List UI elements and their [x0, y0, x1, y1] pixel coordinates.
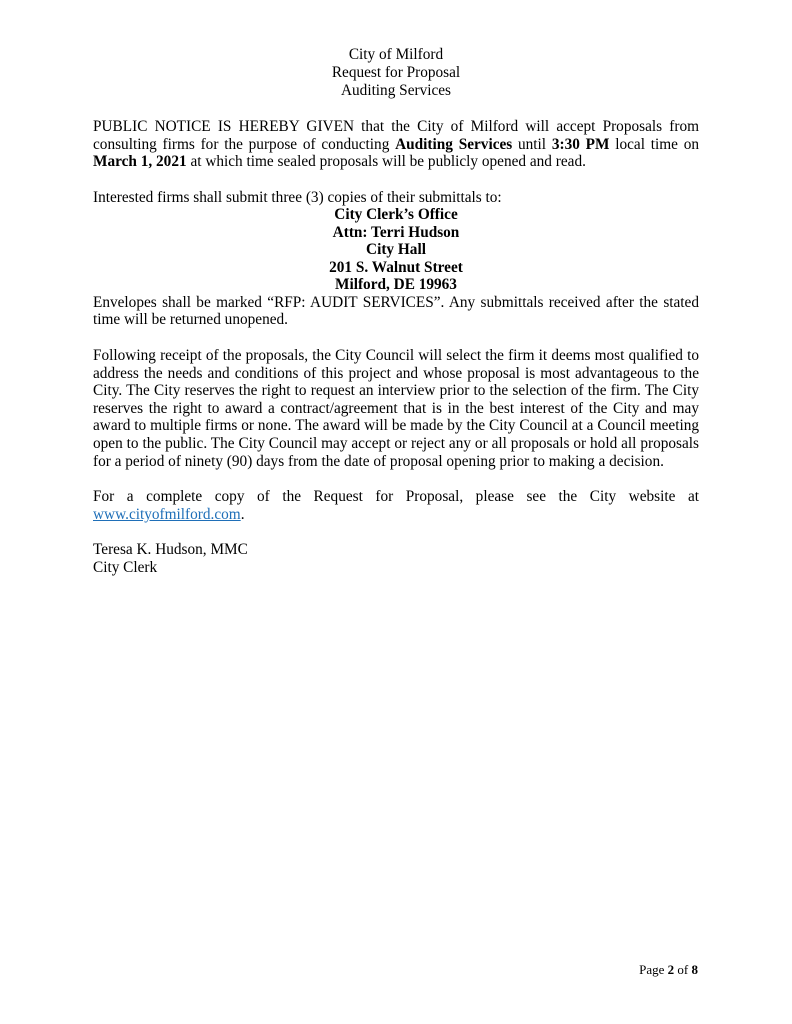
website-link[interactable]: www.cityofmilford.com: [93, 505, 241, 523]
address-line: Milford, DE 19963: [335, 276, 457, 294]
address-line: City Clerk’s Office: [334, 206, 458, 224]
address-line: City Hall: [366, 241, 426, 259]
submission-intro: Interested firms shall submit three (3) copies of their submittals to:: [93, 188, 502, 206]
mailing-address: [93, 206, 699, 294]
address-line: Attn: Terri Hudson: [332, 223, 460, 241]
header-rfp: Request for Proposal: [331, 64, 461, 81]
address-line: 201 S. Walnut Street: [329, 258, 463, 276]
signature-block: [93, 541, 699, 577]
header-city: City of Milford: [348, 46, 444, 63]
document-page: [93, 46, 699, 577]
selection-paragraph: Following receipt of the proposals, the City Council will select the firm it deems most qualified to address the needs and conditions of this project and whose proposal is most advantageous to the City. The City reserves the right to request an interview prior to the selection of the firm. The City reserves the right to award a contract/agreement that is in the best interest of the City and may award to multiple firms or none. The award will be made by the City Council at a Council meeting open to the public. The City Council may accept or reject any or all proposals or hold all proposals for a period of ninety (90) days from the date of proposal opening prior to making a decision.: [93, 347, 699, 470]
public-notice-paragraph: PUBLIC NOTICE IS HEREBY GIVEN that the City of Milford will accept Proposals from consulting firms for the purpose of conducting Auditing Services until 3:30 PM local time on March 1, 2021 at which time sealed proposals will be publicly opened and read.: [93, 118, 699, 171]
envelope-instructions: Envelopes shall be marked “RFP: AUDIT SERVICES”. Any submittals received after the stated time will be returned unopened.: [93, 293, 699, 329]
document-header: [93, 46, 699, 100]
deadline-time: 3:30 PM: [551, 135, 610, 153]
copy-paragraph: For a complete copy of the Request for Proposal, please see the City website at www.cityofmilford.com.: [93, 488, 699, 523]
header-service: Auditing Services: [340, 82, 452, 99]
signer-title: City Clerk: [93, 559, 158, 577]
signer-name: Teresa K. Hudson, MMC: [93, 541, 248, 559]
page-number: Page 2 of 8: [639, 962, 698, 977]
service-name: Auditing Services: [395, 135, 513, 153]
deadline-date: March 1, 2021: [93, 153, 187, 171]
